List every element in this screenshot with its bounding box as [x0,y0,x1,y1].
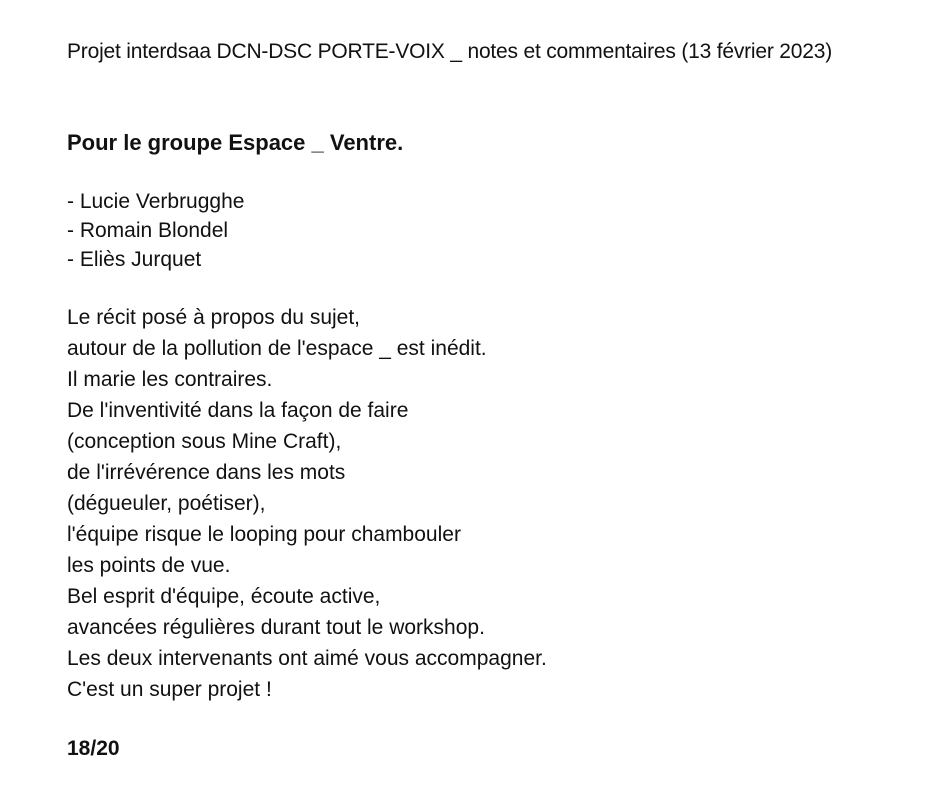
member-item: - Romain Blondel [67,219,229,242]
comment-line: autour de la pollution de l'espace _ est inédit. [67,337,487,360]
member-item: - Eliès Jurquet [67,248,202,271]
comment-line: (dégueuler, poétiser), [67,492,266,515]
comment-line: de l'irrévérence dans les mots [67,461,346,484]
document-header: Projet interdsaa DCN-DSC PORTE-VOIX _ notes et commentaires (13 février 2023) [67,40,833,63]
comment-line: (conception sous Mine Craft), [67,430,342,453]
comment-line: l'équipe risque le looping pour chambouler [67,523,461,546]
member-item: - Lucie Verbrugghe [67,190,245,213]
grade: 18/20 [67,737,120,760]
comment-line: avancées régulières durant tout le workshop. [67,616,485,639]
comment-line: C'est un super projet ! [67,678,272,701]
comment-line: Le récit posé à propos du sujet, [67,306,361,329]
comment-line: les points de vue. [67,554,231,577]
comment-line: Bel esprit d'équipe, écoute active, [67,585,381,608]
member-list [67,187,244,274]
comment-line: De l'inventivité dans la façon de faire [67,399,409,422]
comment-line: Les deux intervenants ont aimé vous accompagner. [67,647,547,670]
comment-block [67,302,547,705]
comment-line: Il marie les contraires. [67,368,273,391]
group-title: Pour le groupe Espace _ Ventre. [67,130,404,155]
